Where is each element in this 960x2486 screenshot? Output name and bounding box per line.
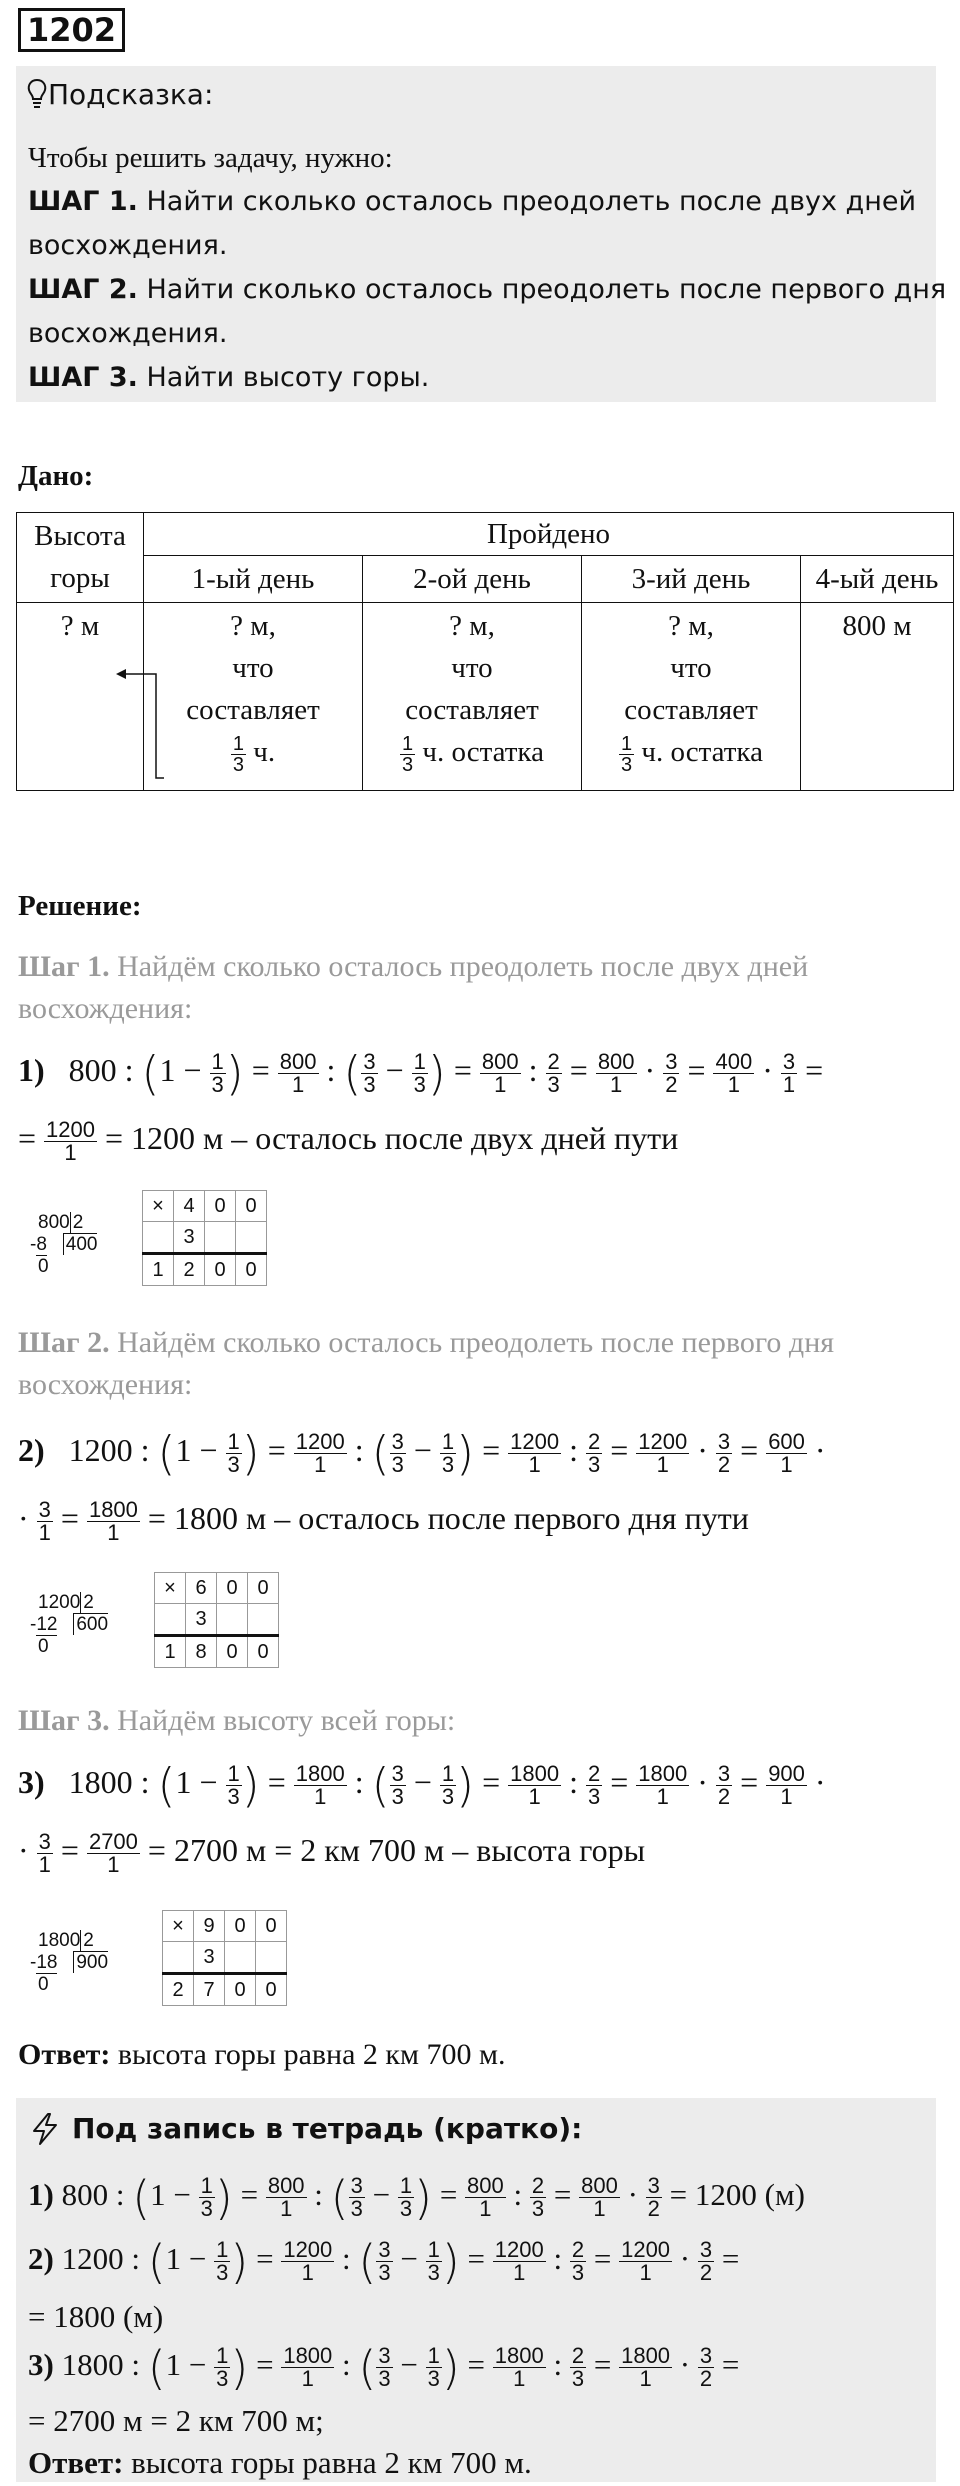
hint-step-2-cont: восхождения. (28, 318, 228, 349)
notebook-line-2-cont: = 1800 (м) (28, 2299, 164, 2334)
step2-text: Шаг 2. Найдём сколько осталось преодолеть после первого дня (18, 1326, 835, 1359)
fraction: $\frac{1}{3}$ (621, 732, 633, 776)
passed-header: Пройдено (144, 513, 954, 556)
multiplication-grid: × 6 0 0 3 1 8 0 0 (154, 1572, 279, 1668)
long-division: 1200 2 -12 600 0 (30, 1592, 109, 1657)
arrow-connector (112, 660, 172, 790)
equation-3-cont: · $\frac{3}{1}$ = $\frac{2700}{1}$ = 2700 м = 2 км 700 м – высота горы (18, 1829, 646, 1878)
lightning-icon (30, 2112, 60, 2146)
long-division: 800 2 -8 400 0 (30, 1212, 98, 1277)
day2-cell: ? м, что составляет $\frac{1}{3}$ ч. остатка (363, 603, 582, 791)
notebook-line-1: 1) 800 : (1 − $\frac{1}{3}$ ) = $\frac{800}{1}$ : ( $\frac{3}{3}$ − $\frac{1}{3}$ ) = $\frac{800}{1}$ : $\frac{2}{3}$ = $\frac{800}{1}$ · $\frac{3}{2}$ = 1200 (м) (28, 2170, 805, 2225)
day1-cell: ? м, что составляет $\frac{1}{3}$ ч. (144, 603, 363, 791)
height-cell: ? м (17, 603, 144, 791)
notebook-title: Под запись в тетрадь (кратко): (72, 2112, 583, 2145)
notebook-line-2: 2) 1200 : (1 − $\frac{1}{3}$ ) = $\frac{1200}{1}$ : ( $\frac{3}{3}$ − $\frac{1}{3}$ ) = $\frac{1200}{1}$ : $\frac{2}{3}$ = $\frac{1200}{1}$ · $\frac{3}{2}$ = (28, 2234, 740, 2289)
day-header: 1-ый день (144, 556, 363, 603)
lightbulb-icon (26, 78, 48, 110)
equation-1-cont: = $\frac{1200}{1}$ = 1200 м – осталось после двух дней пути (18, 1117, 679, 1166)
notebook-line-3: 3) 1800 : (1 − $\frac{1}{3}$ ) = $\frac{1800}{1}$ : ( $\frac{3}{3}$ − $\frac{1}{3}$ ) = $\frac{1800}{1}$ : $\frac{2}{3}$ = $\frac{1800}{1}$ · $\frac{3}{2}$ = (28, 2340, 740, 2395)
notebook-line-3-cont: = 2700 м = 2 км 700 м; (28, 2403, 324, 2438)
hint-step-1-cont: восхождения. (28, 230, 228, 261)
answer: Ответ: высота горы равна 2 км 700 м. (18, 2038, 506, 2071)
equation-2-cont: · $\frac{3}{1}$ = $\frac{1800}{1}$ = 1800 м – осталось после первого дня пути (18, 1497, 749, 1546)
notebook-answer: Ответ: высота горы равна 2 км 700 м. (28, 2445, 532, 2480)
task-number: 1202 (18, 8, 125, 52)
hint-intro: Чтобы решить задачу, нужно: (28, 142, 393, 174)
day-header: 3-ий день (582, 556, 801, 603)
step1-cont: восхождения: (18, 992, 193, 1025)
long-division: 1800 2 -18 900 0 (30, 1930, 109, 1995)
fraction: $\frac{1}{3}$ (402, 732, 414, 776)
fraction: $\frac{1}{3}$ (232, 732, 245, 776)
multiplication-grid: × 4 0 0 3 1 2 0 0 (142, 1190, 267, 1286)
step1-text: Шаг 1. Найдём сколько осталось преодолеть после двух дней (18, 950, 809, 983)
height-header: Высота горы (17, 513, 144, 603)
step2-cont: восхождения: (18, 1368, 193, 1401)
day-header: 4-ый день (801, 556, 954, 603)
day-header: 2-ой день (363, 556, 582, 603)
hint-title: Подсказка: (48, 78, 214, 111)
hint-step-1: ШАГ 1. Найти сколько осталось преодолеть после двух дней (28, 186, 917, 217)
multiplication-grid: × 9 0 0 3 2 7 0 0 (162, 1910, 287, 2006)
given-title: Дано: (18, 460, 94, 492)
equation-3: 3) 1800 : (1 − $\frac{1}{3}$ ) = $\frac{1800}{1}$ : ( $\frac{3}{3}$ − $\frac{1}{3}$ ) = $\frac{1800}{1}$ : $\frac{2}{3}$ = $\frac{1800}{1}$ · $\frac{3}{2}$ = $\frac{900}{1}$ · (18, 1758, 826, 1813)
step3-text: Шаг 3. Найдём высоту всей горы: (18, 1704, 456, 1737)
solution-title: Решение: (18, 890, 142, 922)
hint-step-3: ШАГ 3. Найти высоту горы. (28, 362, 430, 393)
equation-1: 1) 800 : (1 − $\frac{1}{3}$ ) = $\frac{800}{1}$ : ( $\frac{3}{3}$ − $\frac{1}{3}$ ) = $\frac{800}{1}$ : $\frac{2}{3}$ = $\frac{800}{1}$ · $\frac{3}{2}$ = $\frac{400}{1}$ · $\frac{3}{1}$ = (18, 1046, 824, 1101)
day4-cell: 800 м (801, 603, 954, 791)
day3-cell: ? м, что составляет $\frac{1}{3}$ ч. остатка (582, 603, 801, 791)
equation-2: 2) 1200 : (1 − $\frac{1}{3}$ ) = $\frac{1200}{1}$ : ( $\frac{3}{3}$ − $\frac{1}{3}$ ) = $\frac{1200}{1}$ : $\frac{2}{3}$ = $\frac{1200}{1}$ · $\frac{3}{2}$ = $\frac{600}{1}$ · (18, 1426, 826, 1481)
hint-step-2: ШАГ 2. Найти сколько осталось преодолеть после первого дня (28, 274, 947, 305)
